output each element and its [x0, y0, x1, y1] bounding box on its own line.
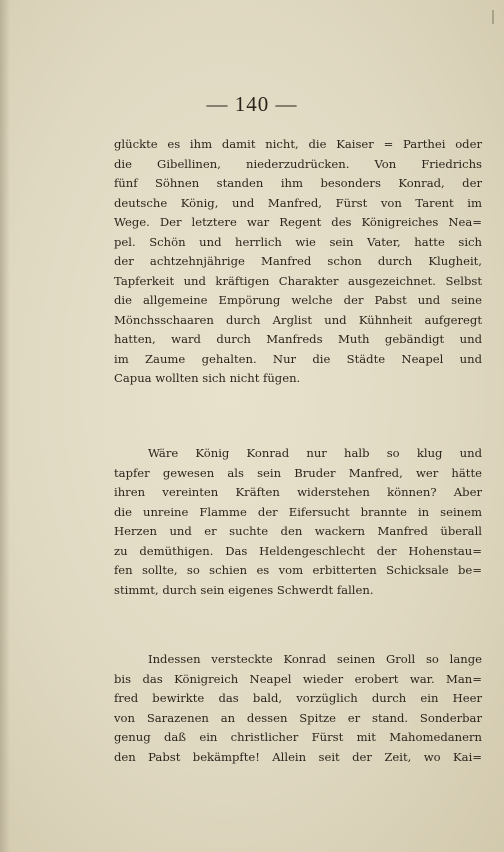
text-line: glückte es ihm damit nicht, die Kaiser = Parthei oder [114, 137, 482, 151]
text-line: Wege. Der letztere war Regent des Königreiches Nea= [114, 215, 482, 229]
text-line: bis das Königreich Neapel wieder erobert war. Man= [114, 671, 482, 686]
text-line: Wäre König Konrad nur halb so klug und [148, 446, 482, 460]
text-line: Capua wollten sich nicht fügen. [114, 371, 301, 385]
text-line: der achtzehnjährige Manfred schon durch Klugheit, [114, 254, 482, 268]
paragraph-1 [114, 135, 482, 389]
text-line: Herzen und er suchte den wackern Manfred überall [114, 524, 482, 538]
text-line: Indessen versteckte Konrad seinen Groll so lange [148, 652, 482, 666]
text-line: fen sollte, so schien es vom erbitterten Schicksale be= [114, 563, 482, 577]
text-line: im Zaume gehalten. Nur die Städte Neapel und [114, 351, 482, 366]
text-line: den Pabst bekämpfte! Allein seit der Zeit, wo Kai= [114, 749, 482, 764]
text-line: zu demüthigen. Das Heldengeschlecht der Hohenstau= [114, 543, 482, 558]
paragraph-2 [114, 444, 482, 600]
text-line: die Gibellinen, niederzudrücken. Von Friedrichs [114, 156, 482, 171]
text-line: ihren vereinten Kräften widerstehen können? Aber [114, 485, 482, 499]
page-number: — 140 — [206, 92, 298, 116]
text-line: hatten, ward durch Manfreds Muth gebändigt und [114, 332, 482, 346]
text-line: Tapferkeit und kräftigen Charakter ausgezeichnet. Selbst [114, 273, 482, 288]
paragraph-3 [114, 650, 482, 767]
text-line: Mönchsschaaren durch Arglist und Kühnheit aufgeregt [114, 312, 482, 327]
text-line: fünf Söhnen standen ihm besonders Konrad, der [114, 176, 482, 190]
paper-mark [492, 10, 494, 24]
text-line: deutsche König, und Manfred, Fürst von Tarent im [114, 195, 482, 210]
text-line: genug daß ein christlicher Fürst mit Mahomedanern [114, 730, 482, 744]
text-line: die unreine Flamme der Eifersucht brannte in seinem [114, 504, 482, 519]
text-line: fred bewirkte das bald, vorzüglich durch ein Heer [114, 691, 482, 705]
text-line: die allgemeine Empörung welche der Pabst und seine [114, 293, 482, 307]
text-line: pel. Schön und herrlich wie sein Vater, hatte sich [114, 234, 482, 249]
text-line: von Sarazenen an dessen Spitze er stand. Sonderbar [114, 710, 482, 725]
text-line: tapfer gewesen als sein Bruder Manfred, wer hätte [114, 465, 482, 480]
text-line: stimmt, durch sein eigenes Schwerdt fallen. [114, 582, 374, 597]
